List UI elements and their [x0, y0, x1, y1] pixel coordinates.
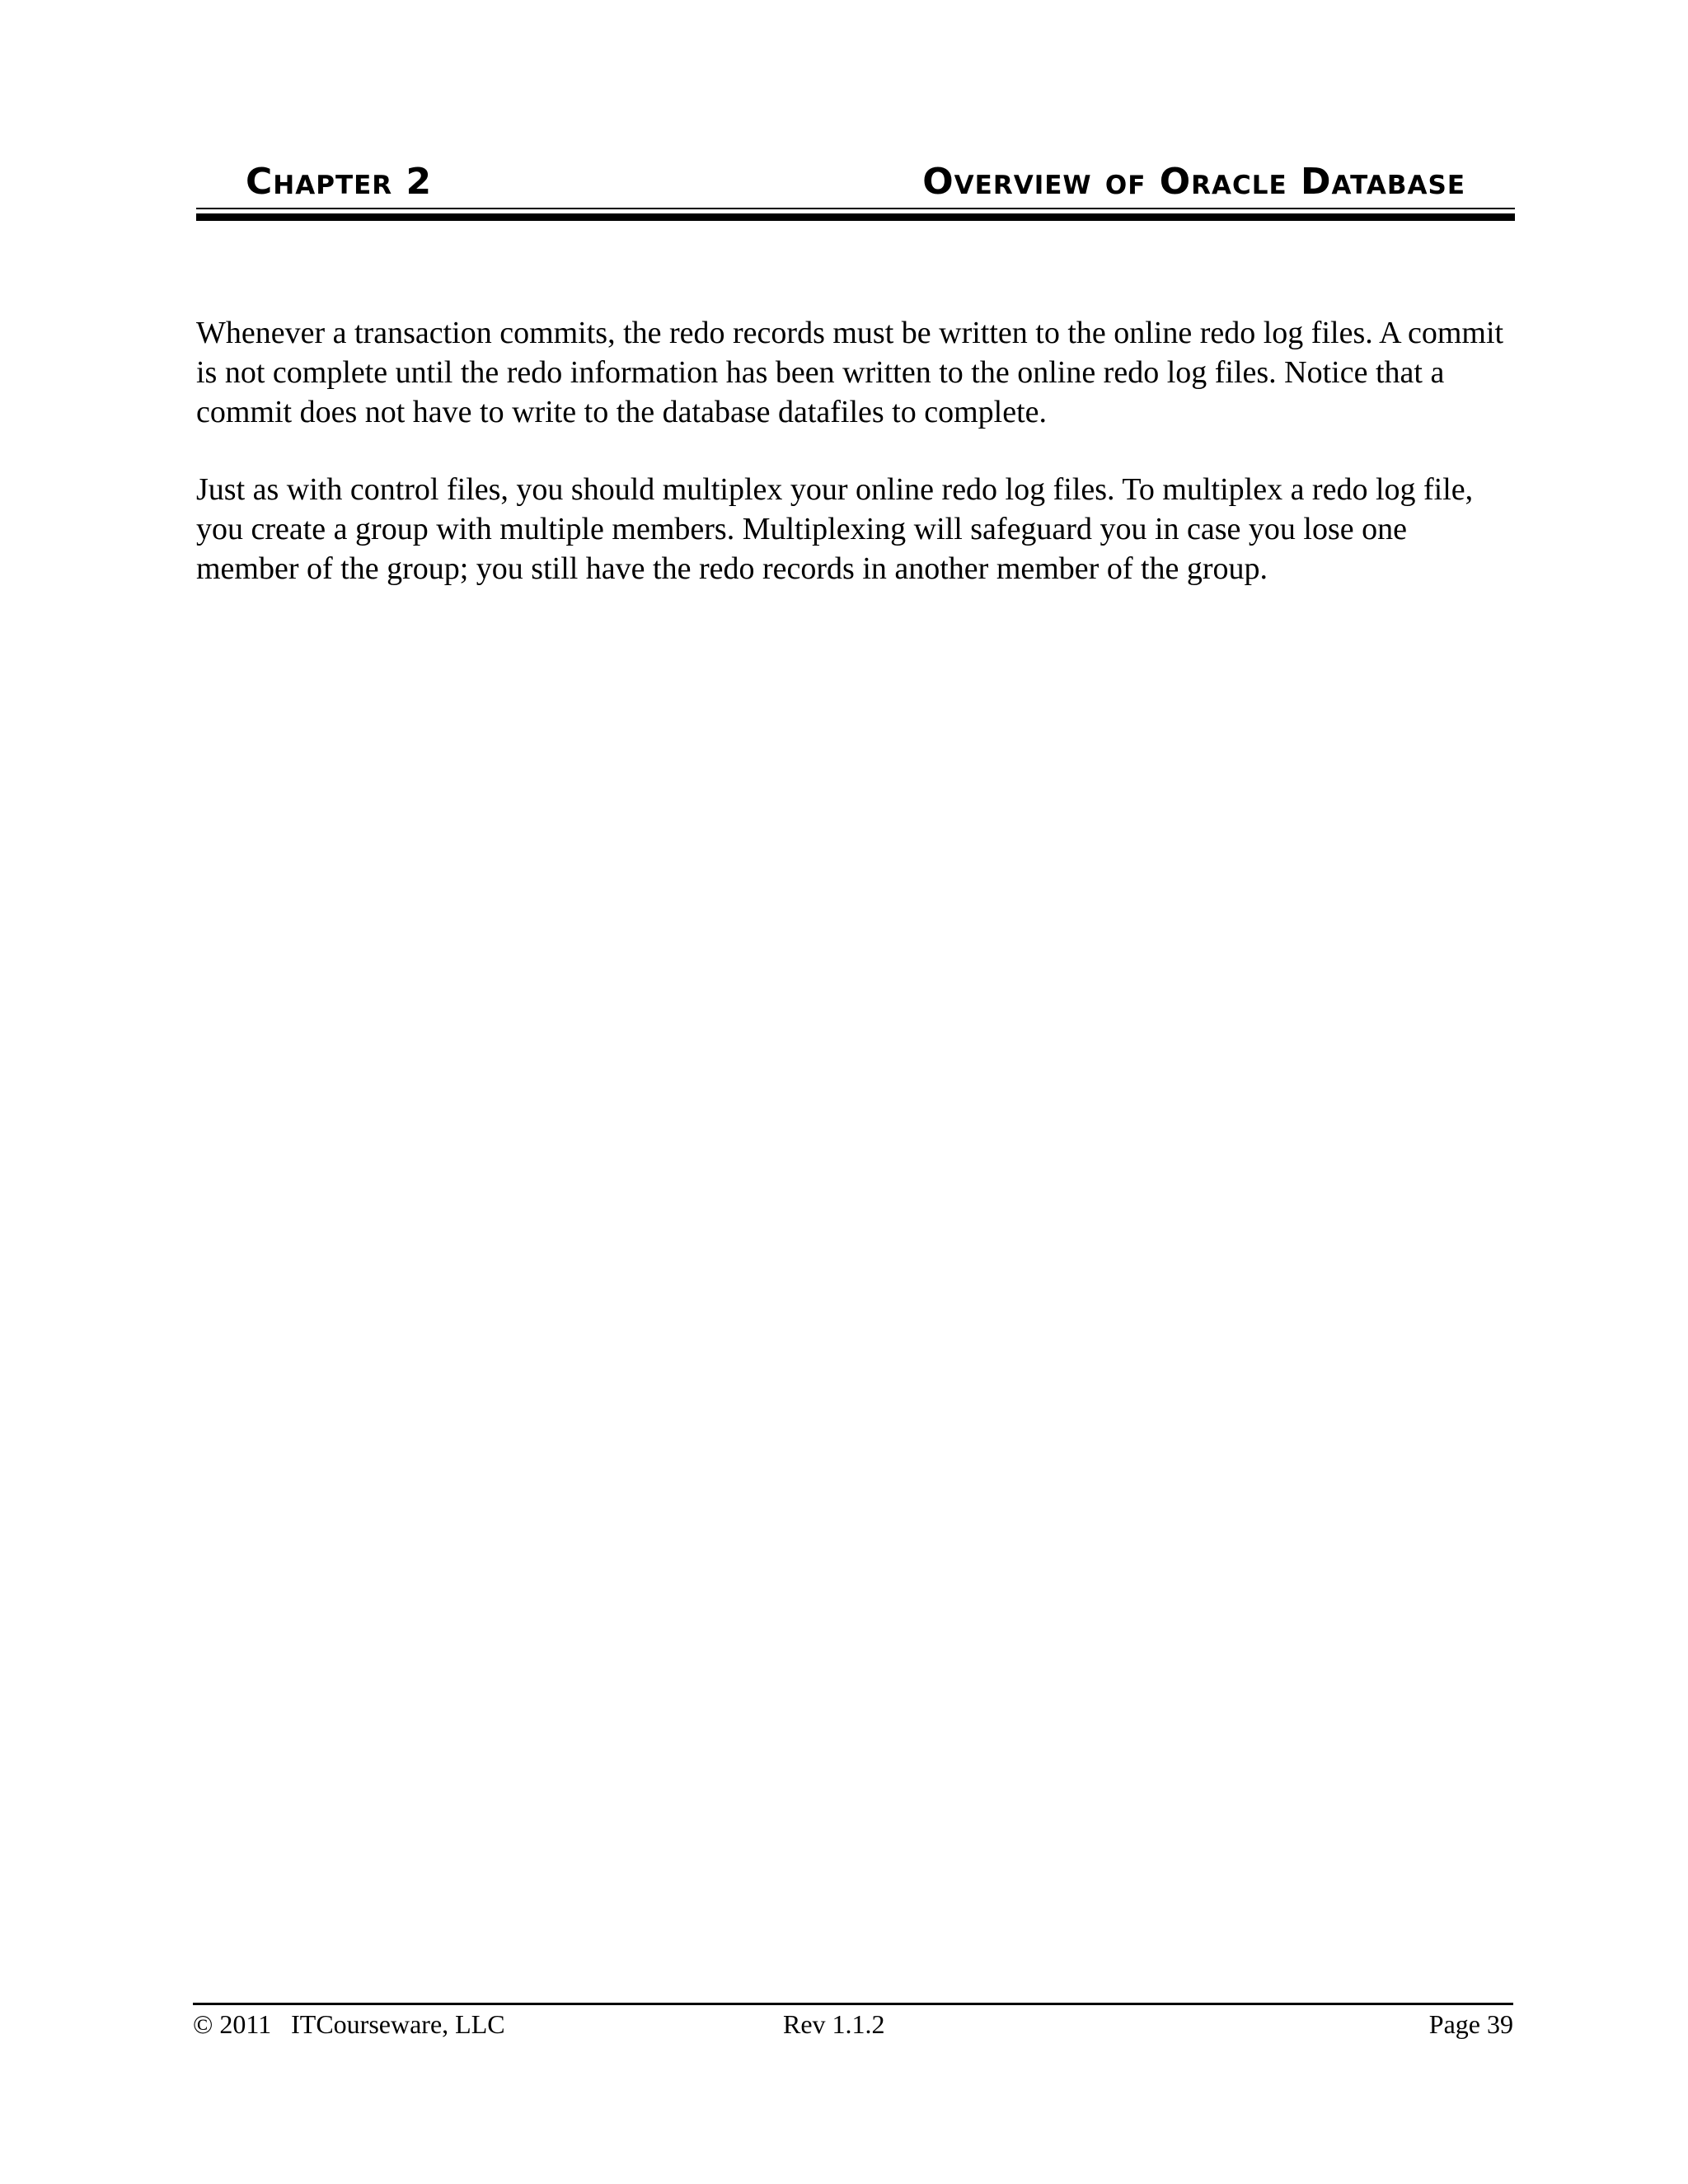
paragraph-multiplex: Just as with control files, you should multiplex your online redo log files. To multiplex a redo log file, you create a group with multiple members. Multiplexing will safeguard you in case you lose one member of the group; you still have the redo records in another member of the group. [196, 472, 1474, 586]
chapter-title: Chapter 2 [246, 161, 433, 203]
page-footer [193, 2006, 1513, 2042]
footer-divider [193, 2003, 1513, 2005]
page-body [196, 313, 1515, 626]
paragraph-redo-commit: Whenever a transaction commits, the redo records must be written to the online redo log files. A commit is not complete until the redo information has been written to the online redo log files. Notice that a commit does not have to write to the database datafiles to complete. [196, 316, 1504, 429]
revision-text: Rev 1.1.2 [783, 2009, 885, 2039]
page-header [196, 162, 1515, 203]
page-number: Page 39 [1428, 2009, 1513, 2039]
header-divider-thick [196, 213, 1515, 221]
section-title: Overview of Oracle Database [922, 161, 1465, 203]
header-divider-thin [196, 208, 1515, 209]
copyright-text: © 2011 ITCourseware, LLC [193, 2009, 505, 2039]
